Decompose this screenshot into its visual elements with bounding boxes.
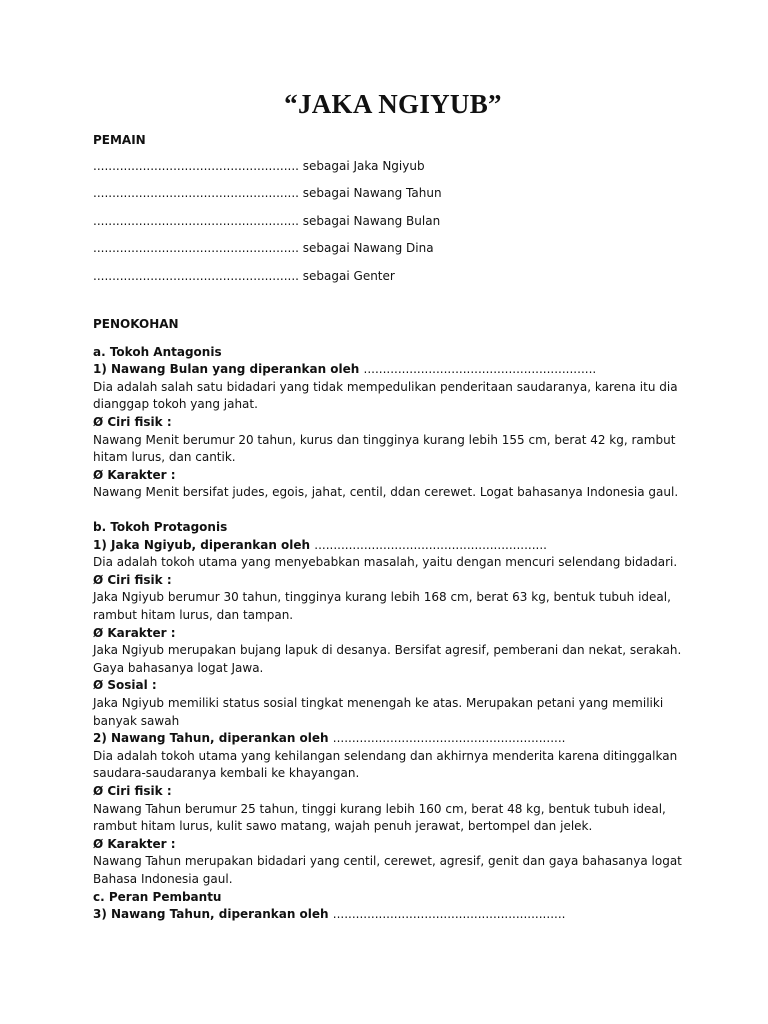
pembantu-section bbox=[93, 906, 693, 924]
line-text: Bahasa Indonesia gaul. bbox=[93, 871, 233, 886]
text-line bbox=[93, 396, 693, 414]
text-line bbox=[93, 484, 693, 502]
text-line bbox=[93, 642, 693, 660]
line-text: banyak sawah bbox=[93, 713, 180, 728]
cast-row: ...................................................... sebagai Nawang Dina bbox=[93, 241, 434, 256]
line-label: Ø Ciri fisik : bbox=[93, 415, 172, 430]
pembantu-heading: c. Peran Pembantu bbox=[93, 889, 222, 904]
line-text: Jaka Ngiyub memiliki status sosial tingkat menengah ke atas. Merupakan petani yang memiliki bbox=[93, 695, 664, 710]
line-label: Ø Ciri fisik : bbox=[93, 783, 172, 798]
text-line bbox=[93, 537, 693, 555]
text-line bbox=[93, 432, 693, 450]
text-line bbox=[93, 379, 693, 397]
text-line bbox=[93, 554, 693, 572]
text-line bbox=[93, 625, 693, 643]
text-line bbox=[93, 836, 693, 854]
protagonis-section bbox=[93, 537, 693, 889]
line-text: Jaka Ngiyub berumur 30 tahun, tingginya kurang lebih 168 cm, berat 63 kg, bentuk tubuh ideal, bbox=[93, 590, 671, 605]
line-text: rambut hitam lurus, dan tampan. bbox=[93, 608, 294, 622]
line-text: Dia adalah salah satu bidadari yang tidak mempedulikan penderitaan saudaranya, karena itu dia bbox=[93, 379, 678, 394]
text-line bbox=[93, 449, 693, 467]
line-label: Ø Ciri fisik : bbox=[93, 572, 172, 587]
text-line bbox=[93, 871, 693, 889]
pemain-heading: PEMAIN bbox=[93, 133, 146, 147]
cast-row: ...................................................... sebagai Jaka Ngiyub bbox=[93, 158, 425, 173]
line-text: saudara-saudaranya kembali ke khayangan. bbox=[93, 766, 360, 781]
line-label: 1) Jaka Ngiyub, diperankan oleh bbox=[93, 537, 315, 552]
cast-row: ...................................................... sebagai Genter bbox=[93, 268, 395, 283]
text-line bbox=[93, 906, 693, 924]
line-text: Nawang Tahun merupakan bidadari yang centil, cerewet, agresif, genit dan gaya bahasanya logat bbox=[93, 854, 682, 869]
fill-in-dots: ............................................................. bbox=[332, 731, 566, 746]
protagonis-heading: b. Tokoh Protagonis bbox=[93, 520, 228, 535]
line-text: Nawang Menit berumur 20 tahun, kurus dan tingginya kurang lebih 155 cm, berat 42 kg, rambut bbox=[93, 432, 676, 447]
text-line bbox=[93, 783, 693, 801]
line-text: Nawang Menit bersifat judes, egois, jahat, centil, ddan cerewet. Logat bahasanya Indonesia gaul. bbox=[93, 485, 679, 500]
line-text: hitam lurus, dan cantik. bbox=[93, 450, 236, 465]
penokohan-heading: PENOKOHAN bbox=[93, 317, 179, 332]
fill-in-dots: ............................................................. bbox=[363, 362, 597, 377]
line-text: Nawang Tahun berumur 25 tahun, tinggi kurang lebih 160 cm, berat 48 kg, bentuk tubuh ideal, bbox=[93, 801, 666, 816]
text-line bbox=[93, 607, 693, 625]
fill-in-dots: ............................................................. bbox=[332, 907, 566, 922]
fill-in-dots: ............................................................. bbox=[314, 537, 547, 552]
line-label: 2) Nawang Tahun, diperankan oleh bbox=[93, 731, 333, 746]
cast-row: ...................................................... sebagai Nawang Tahun bbox=[93, 186, 442, 201]
text-line bbox=[93, 748, 693, 766]
text-line bbox=[93, 467, 693, 485]
line-label: Ø Sosial : bbox=[93, 678, 157, 693]
cast-row: ...................................................... sebagai Nawang Bulan bbox=[93, 213, 441, 228]
text-line bbox=[93, 730, 693, 748]
text-line bbox=[93, 660, 693, 678]
text-line bbox=[93, 695, 693, 713]
text-line bbox=[93, 361, 693, 379]
antagonis-heading: a. Tokoh Antagonis bbox=[93, 344, 222, 359]
text-line bbox=[93, 589, 693, 607]
text-line bbox=[93, 765, 693, 783]
line-text: Gaya bahasanya logat Jawa. bbox=[93, 660, 264, 675]
line-label: 3) Nawang Tahun, diperankan oleh bbox=[93, 907, 333, 922]
line-label: 1) Nawang Bulan yang diperankan oleh bbox=[93, 362, 364, 377]
line-text: rambut hitam lurus, kulit sawo matang, wajah penuh jerawat, bertompel dan jelek. bbox=[93, 819, 593, 834]
text-line bbox=[93, 677, 693, 695]
text-line bbox=[93, 818, 693, 836]
text-line bbox=[93, 853, 693, 871]
line-label: Ø Karakter : bbox=[93, 625, 176, 640]
line-label: Ø Karakter : bbox=[93, 836, 176, 851]
text-line bbox=[93, 572, 693, 590]
line-text: Jaka Ngiyub merupakan bujang lapuk di desanya. Bersifat agresif, pemberani dan nekat, serakah. bbox=[93, 643, 682, 658]
antagonis-section bbox=[93, 361, 693, 502]
document-title: “JAKA NGIYUB” bbox=[284, 89, 502, 119]
text-line bbox=[93, 713, 693, 731]
line-text: Dia adalah tokoh utama yang menyebabkan masalah, yaitu dengan mencuri selendang bidadari. bbox=[93, 555, 678, 570]
text-line bbox=[93, 414, 693, 432]
document-page bbox=[93, 82, 693, 924]
cast-list bbox=[93, 153, 693, 291]
text-line bbox=[93, 801, 693, 819]
line-text: Dia adalah tokoh utama yang kehilangan selendang dan akhirnya menderita karena ditinggalkan bbox=[93, 748, 678, 763]
line-label: Ø Karakter : bbox=[93, 467, 176, 482]
line-text: dianggap tokoh yang jahat. bbox=[93, 397, 258, 412]
